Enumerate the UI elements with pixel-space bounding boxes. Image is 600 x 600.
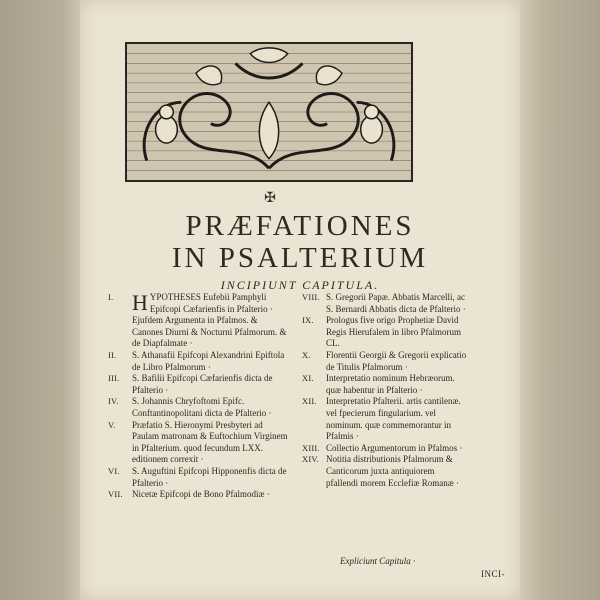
entry-number: XI. [302, 373, 314, 384]
entry-text: Prologus five origo Prophetiæ David Regis Hierufalem in libro Pfalmorum CL. [326, 315, 461, 349]
contents-entry [108, 350, 288, 373]
entry-number: I. [108, 292, 114, 302]
contents-entry [302, 315, 467, 350]
entry-text: S. Johannis Chryfoftomi Epifc. Conftantinopolitani dicta de Pfalterio · [132, 396, 272, 418]
entry-text: Florentii Georgii & Gregorii explicatio de Titulis Pfalmorum · [326, 349, 467, 372]
entry-number: VII. [108, 489, 123, 500]
title-line-2: IN PSALTERIUM [171, 242, 429, 274]
entry-text: S. Auguftini Epifcopi Hipponenfis dicta de Pfalterio · [132, 465, 287, 488]
entry-number: IX. [302, 315, 314, 326]
contents-entry [108, 373, 288, 396]
contents-entry [108, 420, 288, 466]
entry-text: Præfatio S. Hieronymi Presbyteri ad Paulam matronam & Euftochium Virginem in Pfalterium. quod fecundum LXX. editionem correxit · [132, 419, 288, 465]
contents-left-column [108, 292, 288, 501]
entry-number: II. [108, 349, 117, 360]
engraved-headpiece [125, 42, 413, 182]
entry-text: YPOTHESES Eufebii Pamphyli Epifcopi Cæfarienfis in Pfalterio · [149, 292, 273, 314]
entry-text: Ejufdem Argumenta in Pfalmos. & Canones Diurni & Nocturni Pfalmorum. & de Diapfalmate · [132, 315, 287, 349]
catchword: INCI- [481, 569, 505, 579]
entry-text: Nicetæ Epifcopi de Bono Pfalmodiæ · [132, 489, 270, 500]
entry-number: XII. [302, 396, 317, 407]
entry-text: S. Gregorii Papæ. Abbatis Marcelli, ac S. Bernardi Abbatis dicta de Pfalterio · [326, 292, 466, 314]
entry-number: IV. [108, 396, 119, 407]
contents-entry [302, 292, 467, 315]
left-page-edge [0, 0, 80, 600]
contents-entry [302, 454, 467, 489]
contents-right-column [302, 292, 467, 489]
contents-entry [108, 315, 288, 350]
contents-entry [302, 396, 467, 442]
right-page-edge [520, 0, 600, 600]
explicit-line: Expliciunt Capitula · [340, 556, 416, 566]
entry-text: Notitia distributionis Pfalmorum & Canticorum juxta antiquiorem pfallendi morem Ecclefiæ Romanæ · [326, 454, 459, 488]
contents-entry [302, 373, 467, 396]
entry-text: Interpretatio Pfalterii. artis cantilenæ. vel fpecierum fingularium. vel nominum. quæ commemorantur in Pfalmis · [326, 396, 461, 442]
entry-number: XIII. [302, 442, 320, 453]
title-line-1: PRÆFATIONES [185, 210, 415, 242]
entry-number: VIII. [302, 292, 320, 302]
contents-entry [302, 443, 467, 455]
contents-entry [108, 292, 288, 315]
entry-text: Interpretatio nominum Hebræorum. quæ habentur in Pfalterio · [326, 373, 455, 395]
contents-entry [302, 350, 467, 373]
entry-number: VI. [108, 465, 120, 476]
contents-entry [108, 466, 288, 489]
entry-text: S. Athanafii Epifcopi Alexandrini Epiftola de Libro Pfalmorum · [132, 349, 285, 372]
cross-ornament: ✠ [264, 191, 276, 206]
drop-capital: H [132, 290, 148, 315]
entry-number: V. [108, 419, 116, 430]
entry-text: Collectio Argumentorum in Pfalmos · [326, 442, 463, 453]
subtitle: INCIPIUNT CAPITULA. [220, 278, 380, 292]
entry-number: X. [302, 349, 311, 360]
contents-entry [108, 396, 288, 419]
entry-number: III. [108, 373, 120, 384]
entry-text: S. Bafilii Epifcopi Cæfarienfis dicta de Pfalterio · [132, 373, 273, 395]
entry-number: XIV. [302, 454, 319, 465]
contents-entry [108, 489, 288, 501]
